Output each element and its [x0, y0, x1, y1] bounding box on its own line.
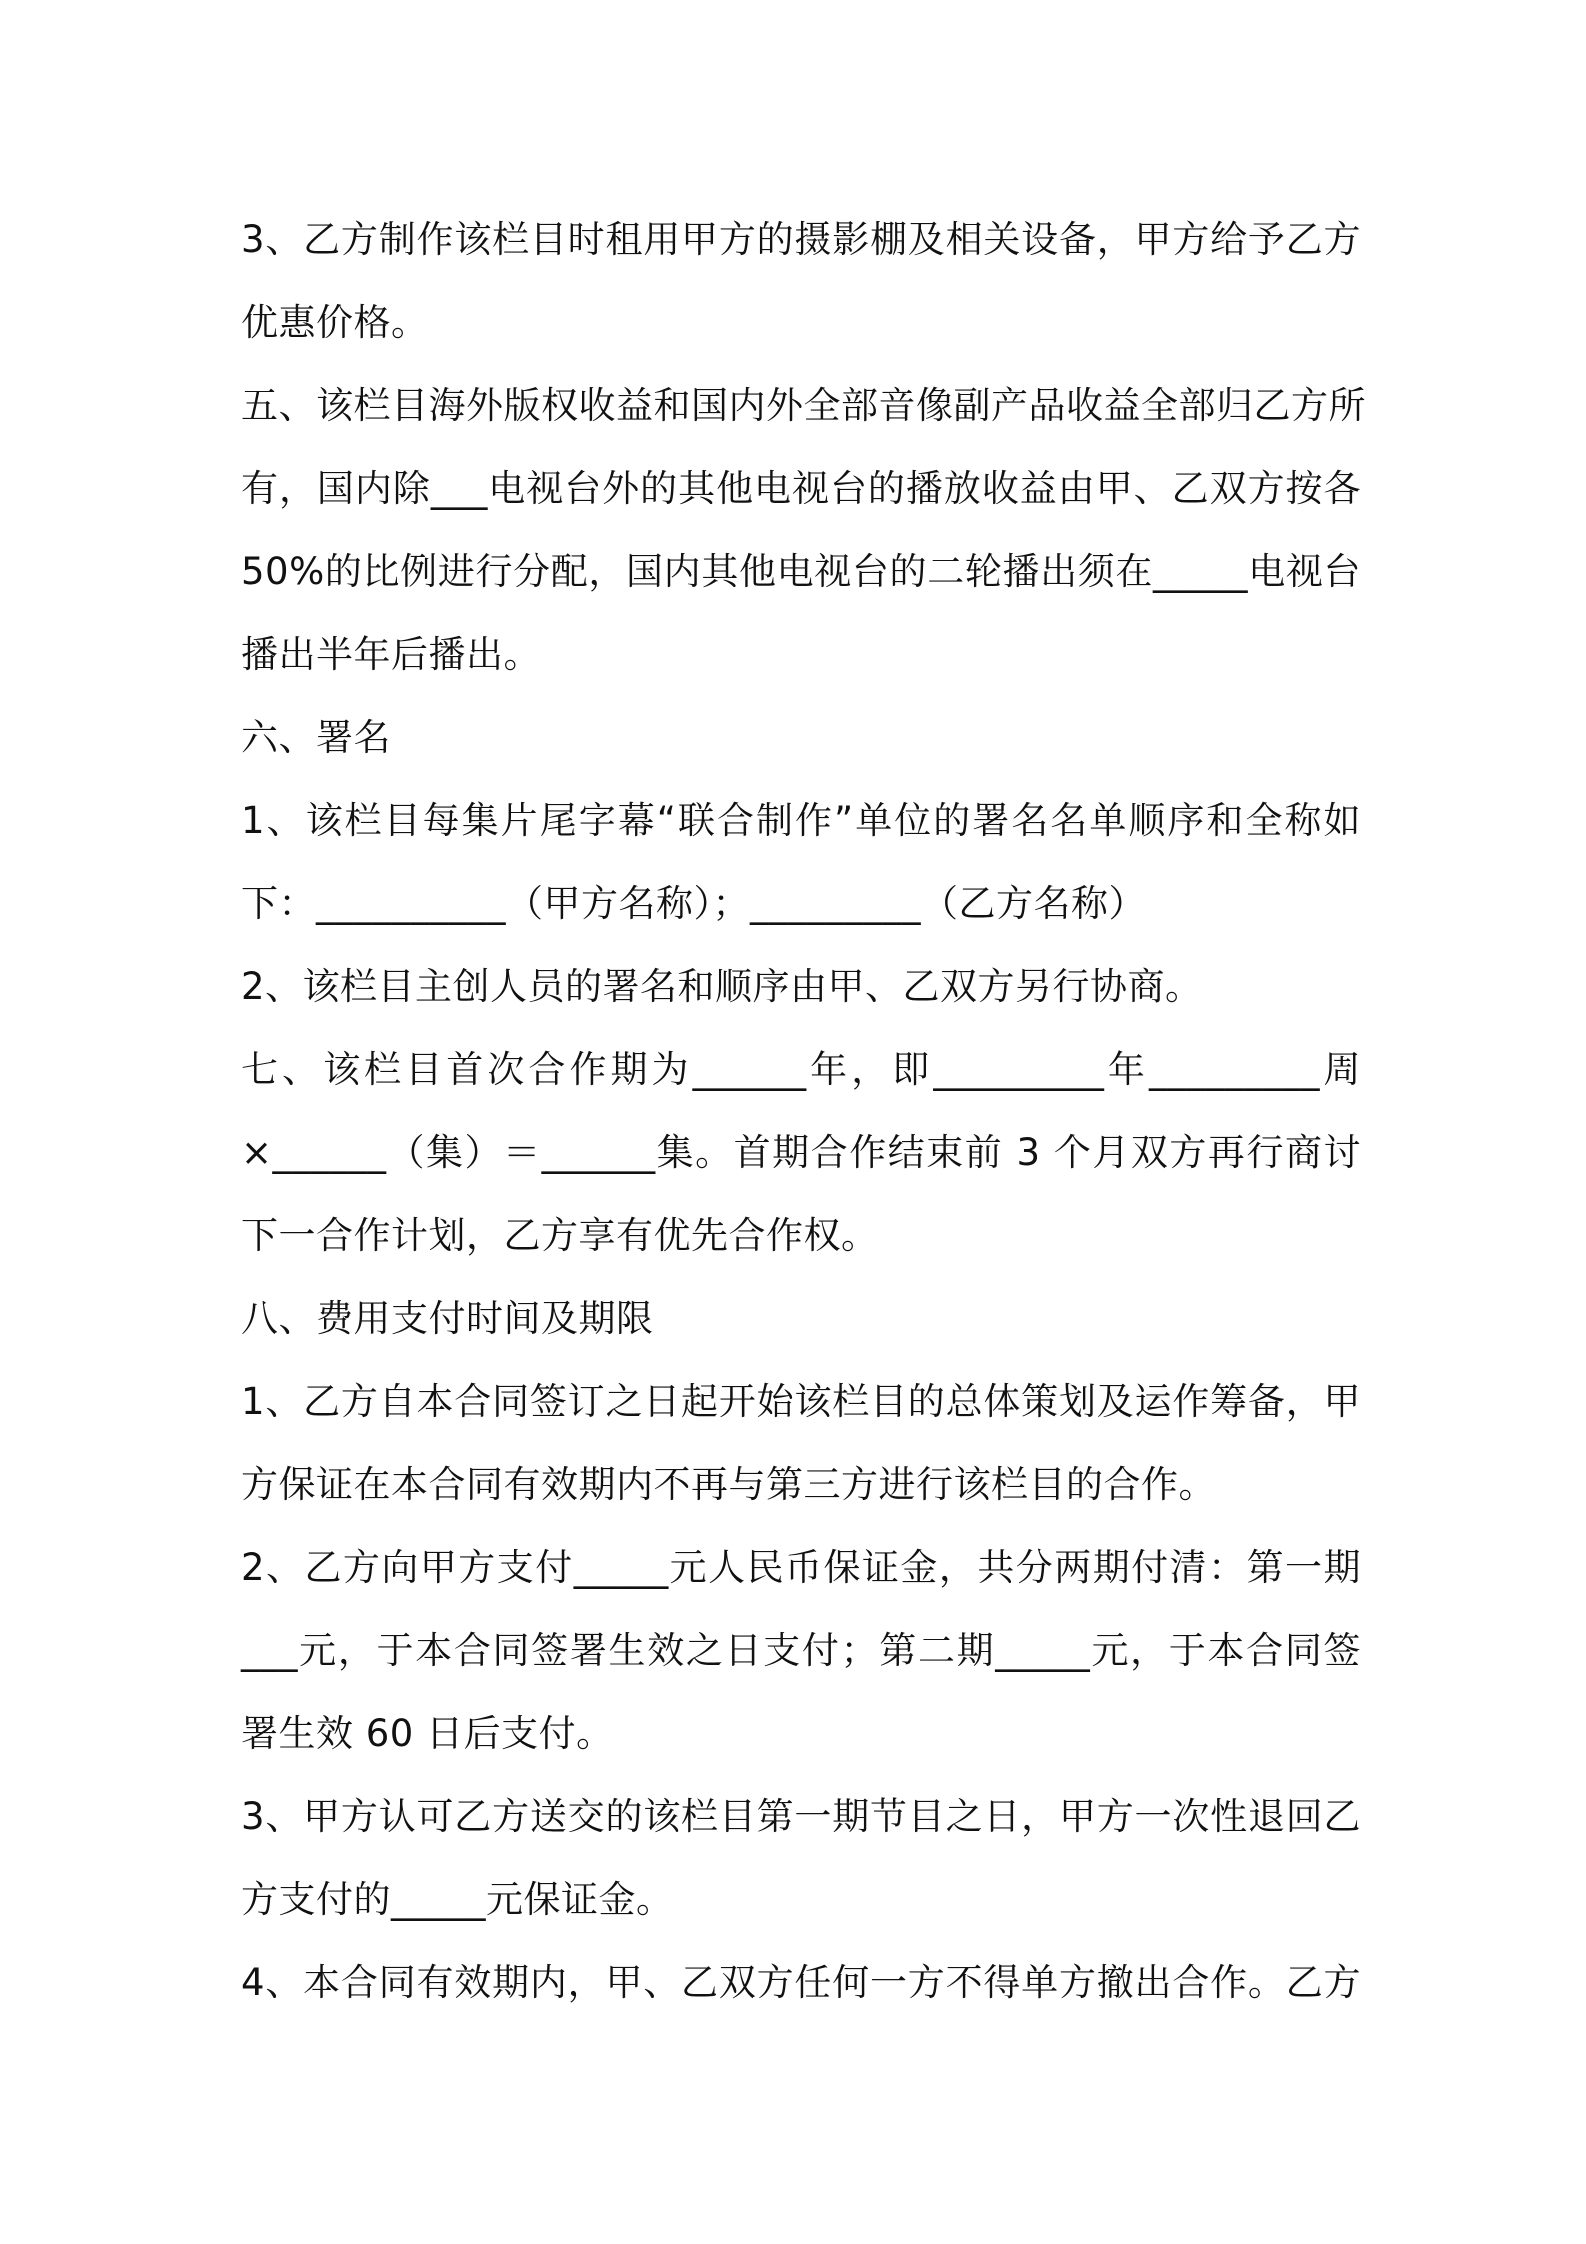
text-line-10: 2、该栏目主创人员的署名和顺序由甲、乙双方另行协商。: [241, 965, 1203, 1008]
text-line-15: 1、乙方自本合同签订之日起开始该栏目的总体策划及运作筹备，甲: [241, 1380, 1361, 1423]
text-line-19: 署生效 60 日后支付。: [241, 1712, 614, 1755]
text-line-11: 七、该栏目首次合作期为______年，即_________年_________周: [241, 1048, 1361, 1091]
text-line-13: 下一合作计划，乙方享有优先合作权。: [241, 1214, 879, 1257]
text-line-3: 五、该栏目海外版权收益和国内外全部音像副产品收益全部归乙方所: [241, 384, 1366, 427]
text-line-8: 1、该栏目每集片尾字幕“联合制作”单位的署名名单顺序和全称如: [241, 799, 1361, 842]
document-body: [241, 198, 1366, 2024]
text-line-4: 有，国内除___电视台外的其他电视台的播放收益由甲、乙双方按各: [241, 467, 1361, 510]
text-line-21: 方支付的_____元保证金。: [241, 1878, 674, 1921]
text-line-20: 3、甲方认可乙方送交的该栏目第一期节目之日，甲方一次性退回乙: [241, 1795, 1361, 1838]
text-line-18: ___元，于本合同签署生效之日支付；第二期_____元，于本合同签: [241, 1629, 1361, 1672]
text-line-12: ×______（集）＝______集。首期合作结束前 3 个月双方再行商讨: [241, 1131, 1361, 1174]
section-heading-8: 八、费用支付时间及期限: [241, 1297, 654, 1340]
text-line-9: 下：__________（甲方名称）；_________（乙方名称）: [241, 882, 1146, 925]
section-heading-6: 六、署名: [241, 716, 391, 759]
text-line-2: 优惠价格。: [241, 301, 429, 344]
text-line-5: 50%的比例进行分配，国内其他电视台的二轮播出须在_____电视台: [241, 550, 1361, 593]
text-line-16: 方保证在本合同有效期内不再与第三方进行该栏目的合作。: [241, 1463, 1216, 1506]
text-line-17: 2、乙方向甲方支付_____元人民币保证金，共分两期付清：第一期: [241, 1546, 1361, 1589]
text-line-6: 播出半年后播出。: [241, 633, 541, 676]
text-line-22: 4、本合同有效期内，甲、乙双方任何一方不得单方撤出合作。乙方: [241, 1961, 1361, 2004]
text-line-1: 3、乙方制作该栏目时租用甲方的摄影棚及相关设备，甲方给予乙方: [241, 218, 1361, 261]
